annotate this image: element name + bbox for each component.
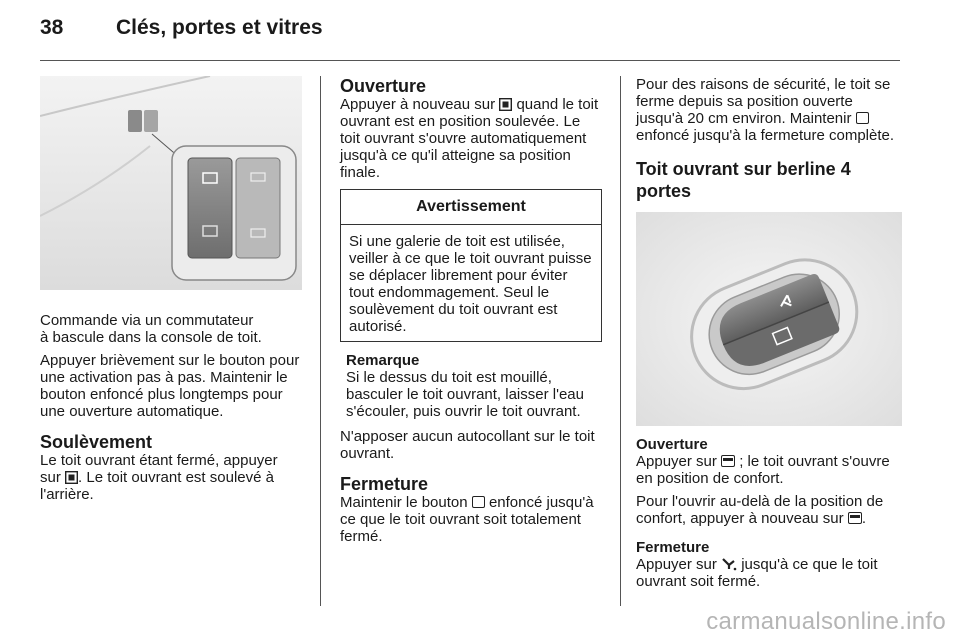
comfort-open-symbol-icon (721, 455, 735, 467)
paragraph-soulevement (40, 452, 302, 503)
caption (40, 312, 302, 346)
text-fragment: ; le toit ouvrant s'ouvre en position de confort. (636, 453, 890, 487)
warning-box (340, 189, 602, 342)
header-rule (40, 60, 900, 61)
paragraph-ouverture (340, 96, 602, 181)
heading-ouverture: Ouverture (340, 76, 427, 96)
paragraph-step-activation: Appuyer brièvement sur le bouton pour une activation pas à pas. Maintenir le bouton enfoncé plus longtemps pour une ouverture automatique. (40, 352, 300, 420)
remark-title: Remarque (346, 352, 420, 369)
subheading-fermeture: Fermeture (636, 539, 710, 556)
heading-fermeture: Fermeture (340, 474, 429, 494)
text-fragment: . (861, 510, 866, 527)
page-header (40, 14, 900, 48)
roof-console-switch-illustration (40, 76, 302, 290)
close-symbol-icon (856, 112, 869, 124)
caption-line-1: Commande via un commutateur (40, 312, 254, 329)
text-fragment: Pour l'ouvrir au-delà de la position de confort, appuyer à nouveau sur (636, 493, 884, 527)
tilt-symbol-icon (499, 98, 512, 111)
watermark: carmanualsonline.info (706, 608, 946, 635)
column-1 (40, 76, 302, 509)
tilt-symbol-icon (65, 471, 78, 484)
remark-text: Si le dessus du toit est mouillé, basculer le toit ouvrant, laisser l'eau s'écouler, puis ouvrir le toit ouvrant. (346, 369, 584, 420)
heading-berline: Toit ouvrant sur berline 4 portes (636, 159, 851, 201)
column-3 (636, 76, 902, 596)
paragraph-close (636, 556, 902, 590)
warning-title: Avertissement (341, 190, 601, 225)
text-fragment: . Le toit ouvrant est soulevé à l'arrière. (40, 469, 274, 503)
page-number: 38 (40, 16, 64, 39)
paragraph-fermeture (340, 494, 602, 545)
text-fragment: enfoncé jusqu'à la fermeture complète. (636, 127, 895, 144)
close-symbol-icon (472, 496, 485, 508)
sedan-sunroof-switch-illustration (636, 212, 902, 426)
column-divider (320, 76, 321, 606)
text-fragment: Appuyer sur (636, 453, 717, 470)
comfort-open-symbol-icon (848, 512, 862, 524)
text-fragment: Le toit ouvrant étant fermé, appuyer sur (40, 452, 278, 486)
text-fragment: Maintenir le bouton (340, 494, 468, 511)
paragraph-stickers: N'apposer aucun autocollant sur le toit ouvrant. (340, 428, 595, 462)
column-divider (620, 76, 621, 606)
caption-line-2: à bascule dans la console de toit. (40, 329, 262, 346)
close-arrow-symbol-icon (721, 557, 737, 571)
paragraph-comfort (636, 453, 902, 487)
text-fragment: Pour des raisons de sécurité, le toit se ferme depuis sa position ouverte jusqu'à 20 cm environ. Maintenir (636, 76, 891, 127)
text-fragment: Appuyer à nouveau sur (340, 96, 496, 113)
paragraph-beyond-comfort (636, 493, 902, 527)
chapter-title: Clés, portes et vitres (116, 16, 323, 39)
paragraph-safety (636, 76, 902, 144)
heading-soulevement: Soulèvement (40, 432, 153, 452)
text-fragment: quand le toit ouvrant est en position soulevée. Le toit ouvrant s'ouvre automatiquement jusqu'à ce qu'il atteigne sa position finale. (340, 96, 599, 181)
remark-block (346, 352, 602, 420)
text-fragment: Appuyer sur (636, 556, 717, 573)
text-fragment: enfoncé jusqu'à ce que le toit ouvrant soit totalement fermé. (340, 494, 594, 545)
subheading-ouverture: Ouverture (636, 436, 708, 453)
text-fragment: jusqu'à ce que le toit ouvrant soit fermé. (636, 556, 878, 590)
warning-text: Si une galerie de toit est utilisée, veiller à ce que le toit ouvrant puisse se déplacer librement pour éviter tout endommagement. Seul le soulèvement du toit ouvrant est autorisé. (349, 233, 592, 335)
column-2 (340, 76, 602, 551)
